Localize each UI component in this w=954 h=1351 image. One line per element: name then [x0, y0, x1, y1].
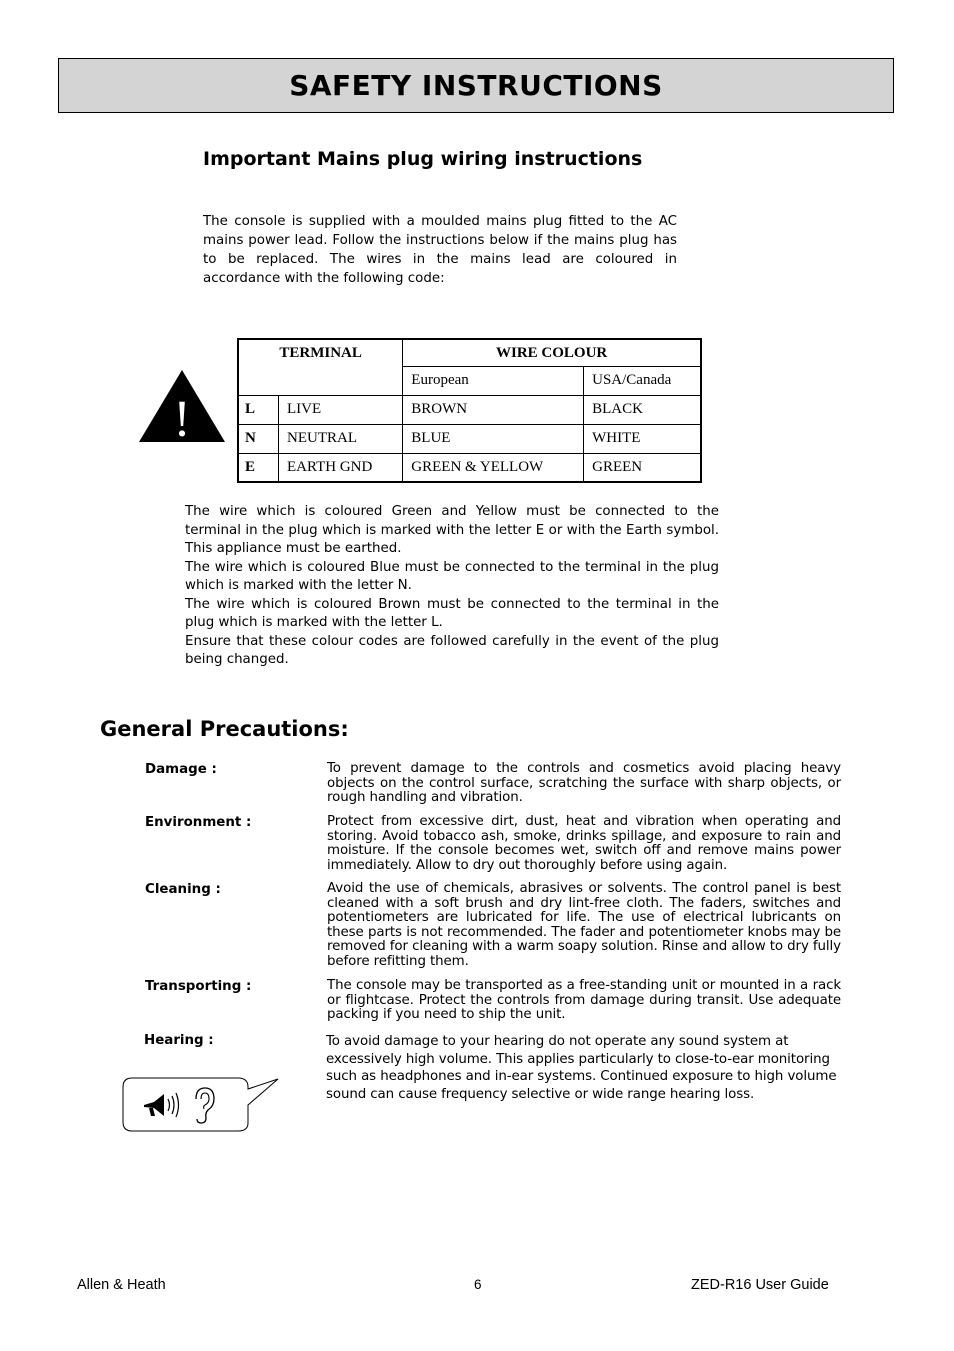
precaution-text: To prevent damage to the controls and cosmetics avoid placing heavy objects on the control surface, scratching the surface with sharp objects, or rough handling and vibration. — [327, 761, 841, 805]
wire-colour-table — [237, 338, 702, 483]
usa-colour: BLACK — [584, 396, 701, 425]
warning-triangle-icon — [139, 370, 225, 442]
table-row — [238, 396, 701, 425]
footer-left: Allen & Heath — [77, 1277, 166, 1293]
paragraph: Ensure that these colour codes are followed carefully in the event of the plug being changed. — [185, 633, 719, 667]
hearing-speech-bubble-icon — [122, 1075, 282, 1135]
page-number: 6 — [474, 1277, 482, 1292]
precaution-text: Protect from excessive dirt, dust, heat and vibration when operating and storing. Avoid tobacco ash, smoke, drinks spillage, and exposure to rain and moisture. If the console becomes wet, switch off and remove mains power immediately. Allow to dry out thoroughly before using again. — [327, 814, 841, 873]
terminal-letter: L — [238, 396, 279, 425]
paragraph: The wire which is coloured Brown must be connected to the terminal in the plug which is marked with the letter L. — [185, 596, 719, 630]
terminal-header: TERMINAL — [238, 339, 403, 396]
footer-right: ZED-R16 User Guide — [691, 1277, 829, 1293]
precaution-label: Transporting : — [145, 979, 252, 994]
table-row — [238, 454, 701, 482]
mains-heading: Important Mains plug wiring instructions — [203, 148, 643, 170]
terminal-name: EARTH GND — [279, 454, 403, 482]
wire-colour-header: WIRE COLOUR — [403, 339, 701, 367]
mains-intro: The console is supplied with a moulded mains plug fitted to the AC mains power lead. Follow the instructions below if the mains plug has to be replaced. The wires in the mains lead are coloured in accordance with the following code: — [203, 214, 677, 286]
terminal-letter: N — [238, 425, 279, 454]
precaution-text: To avoid damage to your hearing do not operate any sound system at excessively high volume. This applies particularly to close-to-ear monitoring such as headphones and in-ear systems. Continued exposure to high volume sound can cause frequency selective or wide range hearing loss. — [326, 1034, 837, 1102]
european-colour: GREEN & YELLOW — [403, 454, 584, 482]
paragraph: The wire which is coloured Blue must be connected to the terminal in the plug which is marked with the letter N. — [185, 559, 719, 593]
wiring-explanation — [185, 503, 719, 670]
warning-symbol: ! — [173, 391, 191, 442]
terminal-letter: E — [238, 454, 279, 482]
usa-colour: GREEN — [584, 454, 701, 482]
precaution-label: Damage : — [145, 762, 217, 777]
precaution-text: The console may be transported as a free-standing unit or mounted in a rack or flightcase. Protect the controls from damage during transit. Use adequate packing if you need to ship the unit. — [327, 978, 841, 1022]
precaution-text: Avoid the use of chemicals, abrasives or solvents. The control panel is best cleaned with a soft brush and dry lint-free cloth. The faders, switches and potentiometers are lubricated for life. The use of electrical lubricants on these parts is not recommended. The fader and potentiometer knobs may be removed for cleaning with a warm soapy solution. Rinse and allow to dry fully before refitting them. — [327, 881, 841, 969]
usa-subheader: USA/Canada — [584, 367, 701, 396]
european-subheader: European — [403, 367, 584, 396]
precaution-label: Hearing : — [144, 1033, 214, 1048]
terminal-name: LIVE — [279, 396, 403, 425]
title-banner — [58, 58, 894, 113]
precautions-heading: General Precautions: — [100, 717, 349, 741]
precaution-label: Cleaning : — [145, 882, 221, 897]
paragraph: The wire which is coloured Green and Yellow must be connected to the terminal in the plug which is marked with the letter E or with the Earth symbol. This appliance must be earthed. — [185, 504, 719, 556]
european-colour: BROWN — [403, 396, 584, 425]
usa-colour: WHITE — [584, 425, 701, 454]
page-title: SAFETY INSTRUCTIONS — [289, 69, 663, 102]
terminal-name: NEUTRAL — [279, 425, 403, 454]
table-row — [238, 425, 701, 454]
european-colour: BLUE — [403, 425, 584, 454]
precaution-label: Environment : — [145, 815, 252, 830]
